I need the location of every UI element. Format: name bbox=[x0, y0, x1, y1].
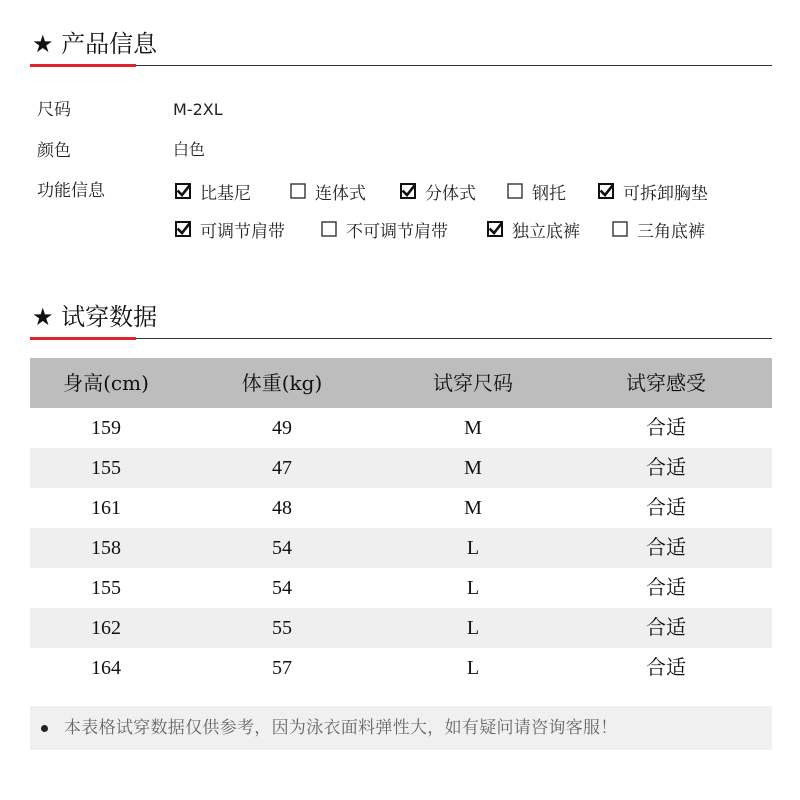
trial-data-divider bbox=[30, 338, 772, 339]
trial-data-accent-bar bbox=[30, 337, 136, 340]
table-cell: 合适 bbox=[646, 417, 686, 439]
table-cell: 54 bbox=[272, 577, 292, 599]
trial-data-header bbox=[30, 301, 772, 341]
table-cell: 54 bbox=[272, 537, 292, 559]
trial-data-table bbox=[30, 358, 772, 688]
size-value: M-2XL bbox=[173, 100, 223, 119]
table-header-row bbox=[30, 358, 772, 408]
table-row bbox=[30, 528, 772, 568]
table-cell: M bbox=[464, 417, 482, 439]
table-cell: 159 bbox=[91, 417, 121, 439]
feature-label: 不可调节肩带 bbox=[346, 221, 448, 242]
checked-checkbox-icon bbox=[175, 221, 191, 237]
table-cell: 49 bbox=[272, 417, 292, 439]
disclaimer-text: 本表格试穿数据仅供参考，因为泳衣面料弹性大，如有疑问请咨询客服！ bbox=[64, 718, 618, 738]
product-info-title: ★ 产品信息 bbox=[32, 30, 158, 58]
feature-item bbox=[487, 218, 580, 240]
product-info-divider bbox=[30, 65, 772, 66]
checked-checkbox-icon bbox=[598, 183, 614, 199]
feature-label: 独立底裤 bbox=[512, 221, 580, 242]
table-row bbox=[30, 568, 772, 608]
table-cell: L bbox=[466, 577, 480, 599]
table-cell: 161 bbox=[91, 497, 121, 519]
feature-item bbox=[321, 218, 448, 240]
table-cell: 164 bbox=[91, 657, 121, 679]
feature-label: 三角底裤 bbox=[637, 221, 705, 242]
table-cell: 合适 bbox=[646, 617, 686, 639]
table-cell: 155 bbox=[91, 457, 121, 479]
table-cell: L bbox=[466, 617, 480, 639]
table-cell: 合适 bbox=[646, 497, 686, 519]
product-info-accent-bar bbox=[30, 64, 136, 67]
table-cell: 55 bbox=[272, 617, 292, 639]
column-header: 身高(cm) bbox=[63, 371, 149, 395]
table-cell: M bbox=[464, 457, 482, 479]
disclaimer-note bbox=[30, 706, 772, 750]
checked-checkbox-icon bbox=[175, 183, 191, 199]
feature-item bbox=[290, 180, 366, 202]
table-cell: 155 bbox=[91, 577, 121, 599]
table-body bbox=[30, 408, 772, 688]
feature-item bbox=[507, 180, 566, 202]
feature-label: 可调节肩带 bbox=[200, 221, 285, 242]
table-row bbox=[30, 488, 772, 528]
table-cell: L bbox=[466, 537, 480, 559]
color-label: 颜色 bbox=[37, 141, 71, 161]
bullet-icon bbox=[41, 725, 48, 732]
column-header: 试穿尺码 bbox=[433, 371, 513, 395]
checked-checkbox-icon bbox=[400, 183, 416, 199]
feature-label: 钢托 bbox=[532, 183, 566, 204]
feature-label: 比基尼 bbox=[200, 183, 251, 204]
feature-item bbox=[612, 218, 705, 240]
table-cell: M bbox=[464, 497, 482, 519]
feature-item bbox=[400, 180, 476, 202]
feature-item bbox=[175, 180, 251, 202]
table-cell: 合适 bbox=[646, 577, 686, 599]
feature-label: 分体式 bbox=[425, 183, 476, 204]
column-header: 试穿感受 bbox=[626, 371, 706, 395]
product-info-header bbox=[30, 28, 772, 68]
color-value: 白色 bbox=[173, 140, 206, 159]
table-row bbox=[30, 608, 772, 648]
feature-label: 可拆卸胸垫 bbox=[623, 183, 708, 204]
feature-item bbox=[175, 218, 285, 240]
table-row bbox=[30, 648, 772, 688]
table-row bbox=[30, 408, 772, 448]
features-label: 功能信息 bbox=[37, 181, 105, 201]
table-cell: 158 bbox=[91, 537, 121, 559]
table-cell: 合适 bbox=[646, 457, 686, 479]
table-cell: 162 bbox=[91, 617, 121, 639]
table-cell: 合适 bbox=[646, 657, 686, 679]
size-label: 尺码 bbox=[37, 100, 71, 120]
unchecked-checkbox-icon bbox=[321, 221, 337, 237]
table-cell: 48 bbox=[272, 497, 292, 519]
column-header: 体重(kg) bbox=[241, 371, 323, 395]
checked-checkbox-icon bbox=[487, 221, 503, 237]
trial-data-title: ★ 试穿数据 bbox=[32, 303, 158, 331]
table-cell: L bbox=[466, 657, 480, 679]
unchecked-checkbox-icon bbox=[290, 183, 306, 199]
feature-item bbox=[598, 180, 708, 202]
table-row bbox=[30, 448, 772, 488]
feature-label: 连体式 bbox=[315, 183, 366, 204]
unchecked-checkbox-icon bbox=[612, 221, 628, 237]
table-cell: 57 bbox=[272, 657, 292, 679]
table-cell: 47 bbox=[272, 457, 292, 479]
unchecked-checkbox-icon bbox=[507, 183, 523, 199]
table-cell: 合适 bbox=[646, 537, 686, 559]
